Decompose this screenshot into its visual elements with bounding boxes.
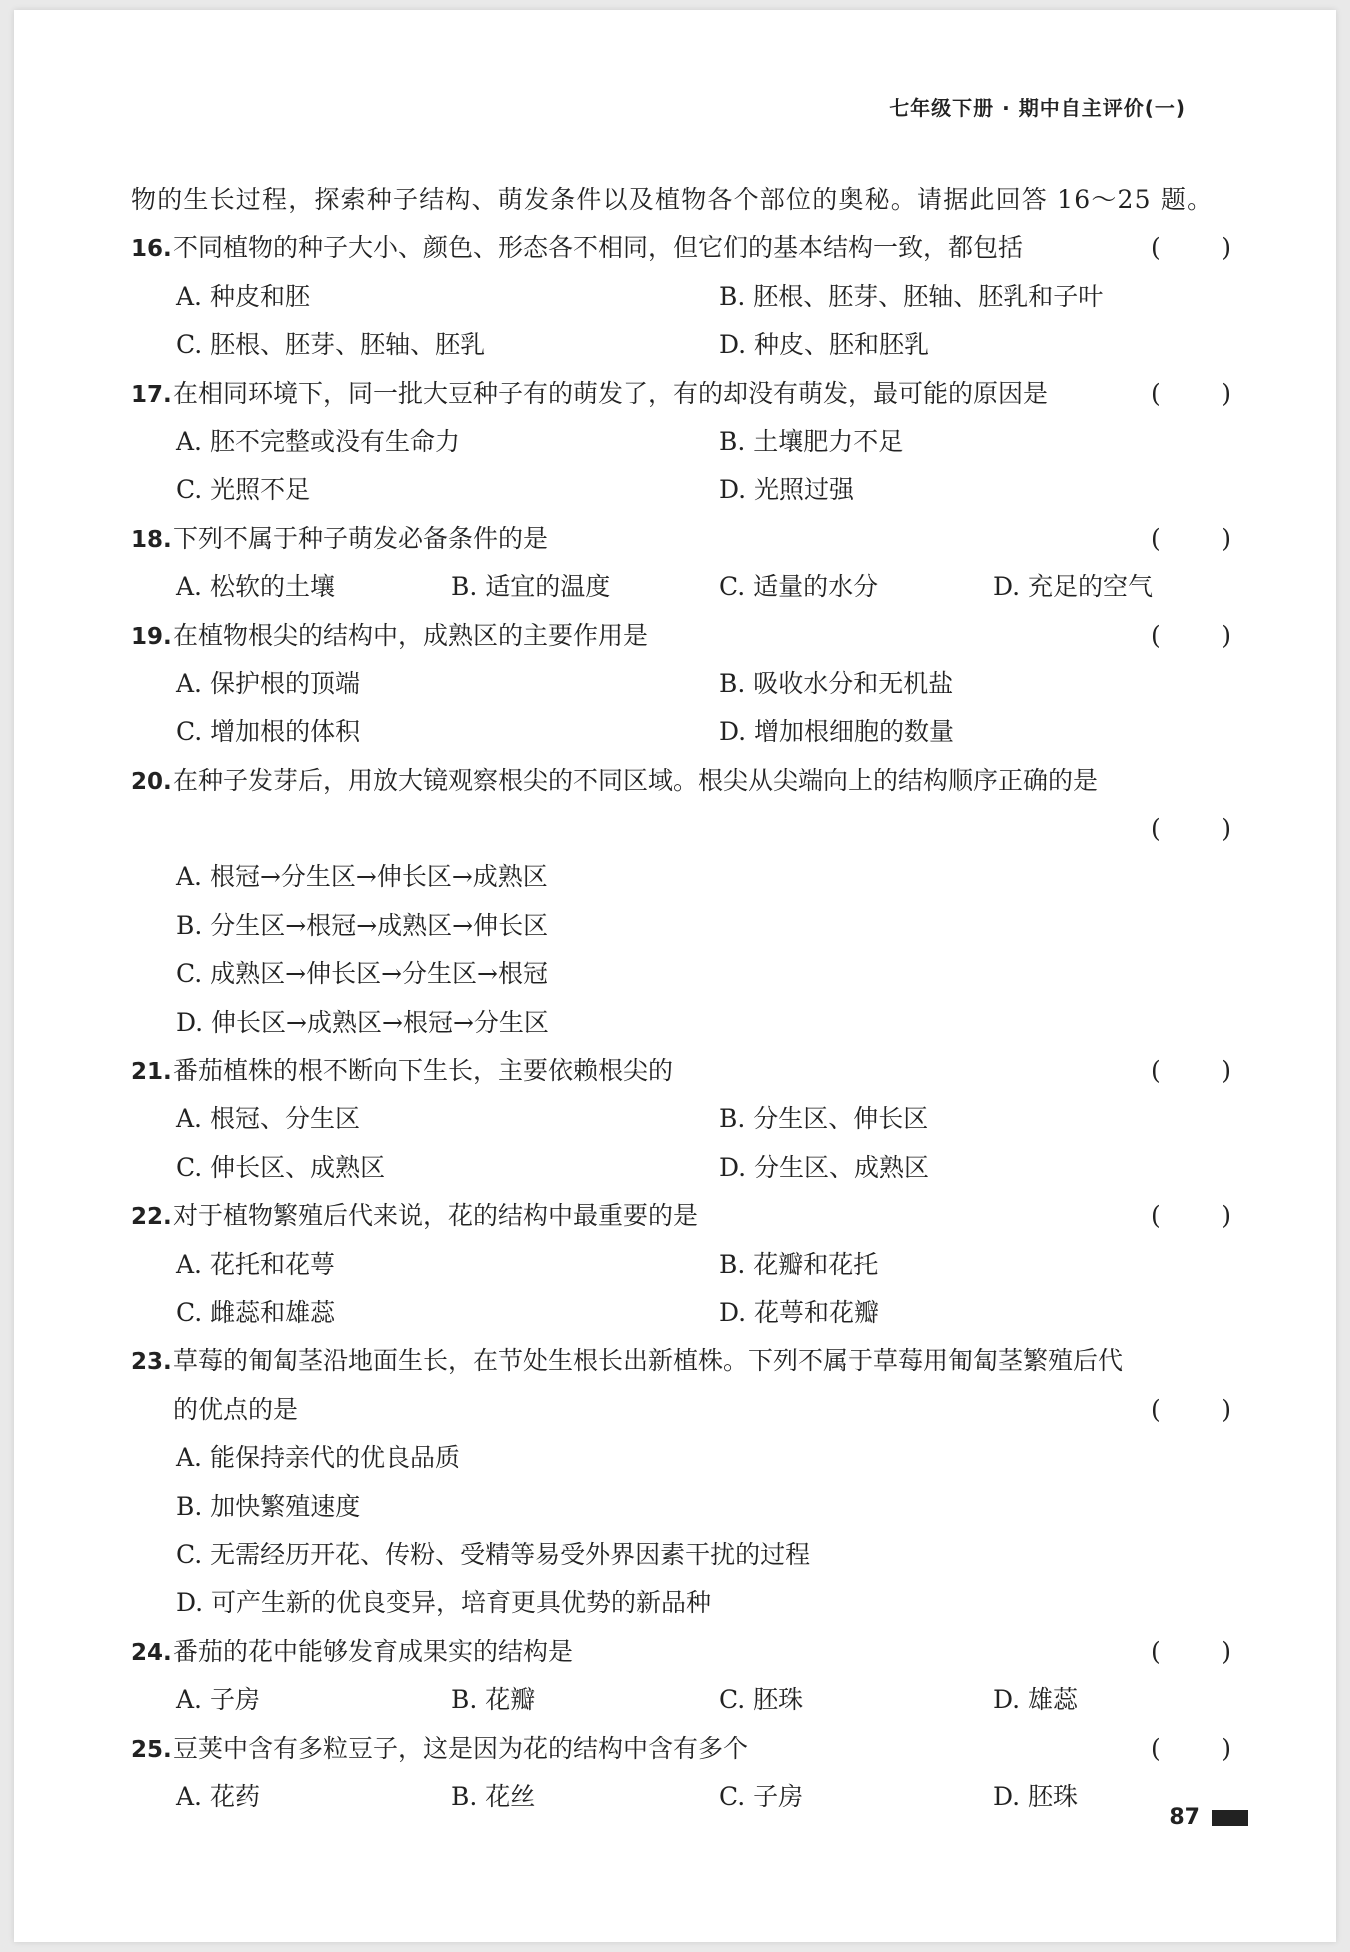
options-row — [131, 1773, 1231, 1821]
question-24 — [131, 1628, 1231, 1676]
question-number: 20. — [131, 768, 172, 795]
option-c: C. 胚根、胚芽、胚轴、胚乳 — [176, 330, 486, 360]
answer-bracket[interactable]: ( ) — [1151, 378, 1231, 408]
option-b: B. 花瓣 — [451, 1685, 536, 1715]
answer-bracket[interactable]: ( ) — [1151, 1201, 1231, 1231]
option-a: A. 胚不完整或没有生命力 — [176, 426, 460, 456]
answer-bracket[interactable]: ( ) — [1151, 1394, 1231, 1424]
answer-bracket[interactable]: ( ) — [1151, 233, 1231, 263]
option-b: B. 加快繁殖速度 — [176, 1491, 361, 1521]
option-d: D. 光照过强 — [719, 475, 855, 505]
question-text: 草莓的匍匐茎沿地面生长，在节处生根长出新植株。下列不属于草莓用匍匐茎繁殖后代 — [173, 1346, 1124, 1376]
page-footer — [1169, 1805, 1248, 1830]
option-a: A. 根冠、分生区 — [176, 1104, 360, 1134]
options-row — [131, 902, 1231, 950]
option-a: A. 松软的土壤 — [176, 572, 335, 602]
option-c: C. 增加根的体积 — [176, 717, 361, 747]
question-22 — [131, 1192, 1231, 1240]
option-d: D. 充足的空气 — [993, 572, 1154, 602]
question-number: 24. — [131, 1639, 172, 1666]
question-number: 19. — [131, 623, 172, 650]
question-number: 17. — [131, 381, 172, 408]
options-row — [131, 1095, 1231, 1143]
options-row — [131, 466, 1231, 514]
question-25 — [131, 1725, 1231, 1773]
option-c: C. 子房 — [719, 1781, 804, 1811]
option-c: C. 胚珠 — [719, 1685, 804, 1715]
question-16 — [131, 224, 1231, 272]
option-c: C. 伸长区、成熟区 — [176, 1152, 386, 1182]
options-row — [131, 950, 1231, 998]
options-row — [131, 1289, 1231, 1337]
option-b: B. 适宜的温度 — [451, 572, 611, 602]
options-row — [131, 1676, 1231, 1724]
question-number: 25. — [131, 1736, 172, 1763]
question-text: 下列不属于种子萌发必备条件的是 — [173, 523, 549, 553]
question-23-continued — [131, 1386, 1231, 1434]
options-row — [131, 1579, 1231, 1627]
question-20 — [131, 757, 1231, 805]
page-number: 87 — [1169, 1805, 1200, 1830]
option-a: A. 子房 — [176, 1685, 260, 1715]
question-text: 豆荚中含有多粒豆子，这是因为花的结构中含有多个 — [173, 1733, 749, 1763]
option-d: D. 可产生新的优良变异，培育更具优势的新品种 — [176, 1588, 712, 1618]
options-row — [131, 999, 1231, 1047]
question-text-continued: 的优点的是 — [173, 1394, 299, 1424]
question-text: 在植物根尖的结构中，成熟区的主要作用是 — [173, 620, 649, 650]
answer-bracket[interactable]: ( ) — [1151, 523, 1231, 553]
question-19 — [131, 612, 1231, 660]
option-d: D. 胚珠 — [993, 1781, 1079, 1811]
options-row — [131, 321, 1231, 369]
answer-bracket[interactable]: ( ) — [1151, 1056, 1231, 1086]
question-23 — [131, 1337, 1231, 1385]
question-text: 在种子发芽后，用放大镜观察根尖的不同区域。根尖从尖端向上的结构顺序正确的是 — [173, 765, 1099, 795]
options-row — [131, 1241, 1231, 1289]
answer-bracket[interactable]: ( ) — [1151, 814, 1231, 844]
question-text: 番茄植株的根不断向下生长，主要依赖根尖的 — [173, 1056, 674, 1086]
question-18 — [131, 515, 1231, 563]
option-b: B. 分生区、伸长区 — [719, 1104, 929, 1134]
question-20-bracket-line — [131, 805, 1231, 853]
question-number: 16. — [131, 236, 172, 263]
question-21 — [131, 1047, 1231, 1095]
options-row — [131, 418, 1231, 466]
question-text: 番茄的花中能够发育成果实的结构是 — [173, 1636, 574, 1666]
option-c: C. 光照不足 — [176, 475, 311, 505]
option-b: B. 胚根、胚芽、胚轴、胚乳和子叶 — [719, 281, 1104, 311]
page-marker-bar — [1212, 1810, 1248, 1826]
options-row — [131, 1483, 1231, 1531]
option-b: B. 土壤肥力不足 — [719, 426, 904, 456]
question-number: 18. — [131, 526, 172, 553]
options-row — [131, 1434, 1231, 1482]
option-d: D. 花萼和花瓣 — [719, 1297, 880, 1327]
question-number: 23. — [131, 1349, 172, 1376]
answer-bracket[interactable]: ( ) — [1151, 1733, 1231, 1763]
option-d: D. 分生区、成熟区 — [719, 1152, 930, 1182]
question-text: 在相同环境下，同一批大豆种子有的萌发了，有的却没有萌发，最可能的原因是 — [173, 378, 1049, 408]
document-page — [14, 10, 1336, 1942]
option-c: C. 成熟区→伸长区→分生区→根冠 — [176, 959, 548, 989]
option-d: D. 雄蕊 — [993, 1685, 1079, 1715]
option-a: A. 花药 — [176, 1781, 260, 1811]
options-row — [131, 853, 1231, 901]
answer-bracket[interactable]: ( ) — [1151, 620, 1231, 650]
option-b: B. 吸收水分和无机盐 — [719, 668, 954, 698]
option-d: D. 伸长区→成熟区→根冠→分生区 — [176, 1007, 549, 1037]
question-number: 21. — [131, 1059, 172, 1086]
options-row — [131, 273, 1231, 321]
options-row — [131, 563, 1231, 611]
intro-text: 物的生长过程，探索种子结构、萌发条件以及植物各个部位的奥秘。请据此回答 16～25 题。 — [131, 185, 1214, 214]
options-row — [131, 708, 1231, 756]
option-d: D. 种皮、胚和胚乳 — [719, 330, 930, 360]
option-a: A. 保护根的顶端 — [176, 668, 360, 698]
options-row — [131, 1144, 1231, 1192]
option-c: C. 适量的水分 — [719, 572, 879, 602]
question-text: 对于植物繁殖后代来说，花的结构中最重要的是 — [173, 1201, 699, 1231]
option-a: A. 能保持亲代的优良品质 — [176, 1443, 460, 1473]
options-row — [131, 1531, 1231, 1579]
question-text: 不同植物的种子大小、颜色、形态各不相同，但它们的基本结构一致，都包括 — [173, 233, 1024, 263]
question-number: 22. — [131, 1204, 172, 1231]
options-row — [131, 660, 1231, 708]
option-a: A. 种皮和胚 — [176, 281, 310, 311]
option-c: C. 无需经历开花、传粉、受精等易受外界因素干扰的过程 — [176, 1539, 811, 1569]
question-content — [131, 176, 1231, 1821]
option-b: B. 花瓣和花托 — [719, 1249, 879, 1279]
option-a: A. 花托和花萼 — [176, 1249, 335, 1279]
option-c: C. 雌蕊和雄蕊 — [176, 1297, 336, 1327]
option-a: A. 根冠→分生区→伸长区→成熟区 — [176, 862, 548, 892]
option-d: D. 增加根细胞的数量 — [719, 717, 955, 747]
page-header: 七年级下册 · 期中自主评价(一) — [889, 96, 1186, 120]
option-b: B. 花丝 — [451, 1781, 536, 1811]
answer-bracket[interactable]: ( ) — [1151, 1636, 1231, 1666]
option-b: B. 分生区→根冠→成熟区→伸长区 — [176, 910, 549, 940]
question-17 — [131, 370, 1231, 418]
